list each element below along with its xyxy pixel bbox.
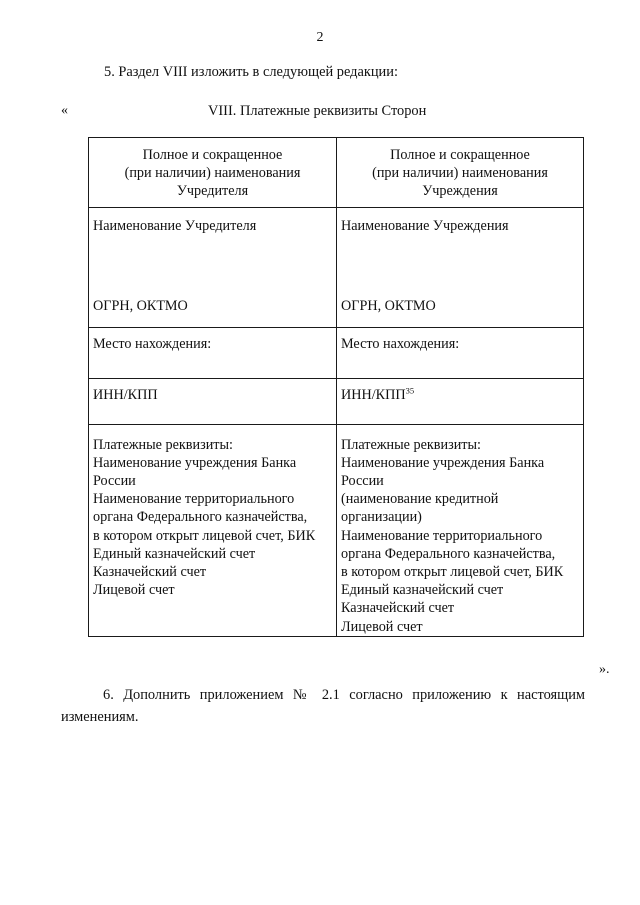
institution-payment-line: Наименование учреждения Банка	[341, 454, 545, 471]
institution-payment-line: Лицевой счет	[341, 618, 423, 635]
founder-payment-line: Наименование учреждения Банка	[93, 454, 297, 471]
header-founder-line: (при наличии) наименования	[124, 165, 301, 182]
institution-ogrn-label: ОГРН, ОКТМО	[341, 297, 436, 314]
table-header-row	[89, 138, 584, 208]
institution-payment-line: органа Федерального казначейства,	[341, 545, 556, 562]
header-founder	[89, 138, 337, 208]
institution-payment-line: Казначейский счет	[341, 600, 455, 617]
table-row-payment	[89, 424, 584, 636]
item-6-text: 6. Дополнить приложением № 2.1 согласно приложению к настоящим изменениям.	[61, 687, 585, 725]
founder-location-label: Место нахождения:	[93, 335, 212, 352]
founder-payment-line: России	[93, 473, 136, 490]
founder-payment-cell	[89, 424, 337, 636]
institution-payment-line: Платежные реквизиты:	[341, 436, 481, 453]
closing-quote: ».	[599, 662, 610, 677]
founder-payment-line: в котором открыт лицевой счет, БИК	[93, 527, 316, 544]
header-founder-line: Учредителя	[176, 183, 249, 200]
header-institution	[337, 138, 584, 208]
founder-location-cell	[89, 327, 337, 378]
founder-inn-cell	[89, 378, 337, 424]
table-row-location	[89, 327, 584, 378]
founder-payment-line: Единый казначейский счет	[93, 545, 256, 562]
institution-payment-line: в котором открыт лицевой счет, БИК	[341, 564, 564, 581]
institution-inn-label: ИНН/КПП	[341, 386, 406, 403]
header-institution-line: Полное и сокращенное	[390, 147, 530, 163]
founder-name-label: Наименование Учредителя	[93, 217, 257, 234]
institution-payment-line: (наименование кредитной	[341, 491, 499, 508]
institution-location-label: Место нахождения:	[341, 335, 460, 352]
founder-payment-line: Платежные реквизиты:	[93, 436, 233, 453]
institution-payment-line: Единый казначейский счет	[341, 582, 504, 599]
founder-ogrn-label: ОГРН, ОКТМО	[93, 297, 188, 314]
institution-inn-wrap	[341, 379, 583, 404]
table-row-inn	[89, 378, 584, 424]
founder-payment-line: Наименование территориального	[93, 491, 295, 508]
section-title: VIII. Платежные реквизиты Сторон	[208, 103, 427, 119]
table-row-name	[89, 207, 584, 327]
institution-payment-line: России	[341, 473, 384, 490]
founder-inn-label: ИНН/КПП	[93, 386, 158, 403]
item-5-text: 5. Раздел VIII изложить в следующей редакции:	[104, 64, 398, 80]
page-number: 2	[316, 30, 324, 45]
institution-name-label: Наименование Учреждения	[341, 217, 509, 234]
opening-quote: «	[61, 103, 68, 118]
payment-details-table	[88, 137, 584, 637]
founder-name-cell	[89, 207, 337, 327]
institution-payment-line: организации)	[341, 509, 422, 526]
header-founder-line: Полное и сокращенное	[142, 147, 283, 163]
founder-payment-line: Казначейский счет	[93, 564, 207, 581]
founder-payment-block	[93, 425, 336, 600]
institution-inn-cell	[337, 378, 584, 424]
header-institution-line: Учреждения	[422, 183, 498, 200]
institution-payment-block	[341, 425, 583, 636]
header-institution-line: (при наличии) наименования	[372, 165, 548, 182]
footnote-marker[interactable]: 35	[405, 384, 415, 395]
institution-location-cell	[337, 327, 584, 378]
founder-payment-line: Лицевой счет	[93, 582, 175, 599]
institution-name-cell	[337, 207, 584, 327]
institution-payment-cell	[337, 424, 584, 636]
founder-payment-line: органа Федерального казначейства,	[93, 509, 308, 526]
institution-payment-line: Наименование территориального	[341, 527, 543, 544]
